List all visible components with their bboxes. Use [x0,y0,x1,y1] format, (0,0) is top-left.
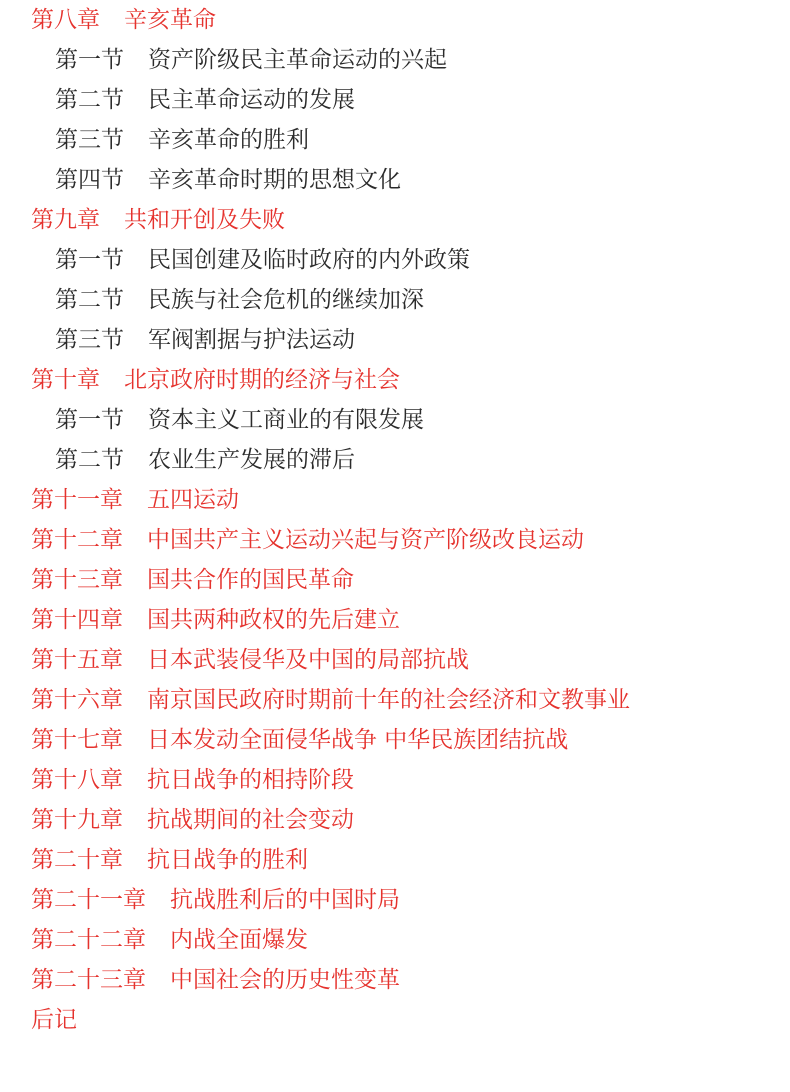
section-number: 第一节 [55,247,124,273]
chapter-title: 抗日战争的胜利 [147,847,308,873]
chapter-number: 第二十三章 [31,967,146,993]
chapter-number: 第十九章 [31,807,123,833]
toc-chapter[interactable] [0,560,790,600]
toc-chapter[interactable] [0,640,790,680]
chapter-title: 国共合作的国民革命 [147,567,354,593]
toc-chapter[interactable] [0,520,790,560]
toc-section[interactable] [0,280,790,320]
chapter-number: 第十章 [31,367,100,393]
section-title: 辛亥革命的胜利 [148,127,309,153]
chapter-title: 南京国民政府时期前十年的社会经济和文教事业 [147,687,630,713]
chapter-title: 中国社会的历史性变革 [170,967,400,993]
toc-section[interactable] [0,440,790,480]
toc-chapter[interactable] [0,880,790,920]
toc-afterword[interactable] [0,1000,790,1040]
chapter-title: 抗战期间的社会变动 [147,807,354,833]
chapter-title: 辛亥革命 [124,7,216,33]
toc-chapter[interactable] [0,840,790,880]
section-title: 资本主义工商业的有限发展 [148,407,424,433]
toc-section[interactable] [0,40,790,80]
chapter-number: 第十一章 [31,487,123,513]
toc-section[interactable] [0,160,790,200]
section-title: 农业生产发展的滞后 [148,447,355,473]
toc-chapter[interactable] [0,0,790,40]
chapter-title: 北京政府时期的经济与社会 [124,367,400,393]
section-number: 第二节 [55,87,124,113]
chapter-number: 第十七章 [31,727,123,753]
toc-chapter[interactable] [0,800,790,840]
toc-chapter[interactable] [0,920,790,960]
chapter-number: 第八章 [31,7,100,33]
section-number: 第一节 [55,47,124,73]
chapter-title: 内战全面爆发 [170,927,308,953]
toc-section[interactable] [0,120,790,160]
toc-chapter[interactable] [0,720,790,760]
chapter-title: 抗战胜利后的中国时局 [170,887,400,913]
chapter-number: 第十六章 [31,687,123,713]
chapter-number: 第十五章 [31,647,123,673]
section-title: 民国创建及临时政府的内外政策 [148,247,470,273]
section-number: 第二节 [55,447,124,473]
chapter-title: 抗日战争的相持阶段 [147,767,354,793]
section-number: 第一节 [55,407,124,433]
section-number: 第三节 [55,327,124,353]
chapter-number: 第十二章 [31,527,123,553]
chapter-number: 第二十章 [31,847,123,873]
chapter-title: 五四运动 [147,487,239,513]
toc-chapter[interactable] [0,960,790,1000]
chapter-number: 第十三章 [31,567,123,593]
chapter-number: 第十四章 [31,607,123,633]
toc-chapter[interactable] [0,200,790,240]
chapter-title: 共和开创及失败 [124,207,285,233]
chapter-number: 第二十二章 [31,927,146,953]
chapter-number: 第九章 [31,207,100,233]
section-number: 第三节 [55,127,124,153]
chapter-number: 第十八章 [31,767,123,793]
section-title: 军阀割据与护法运动 [148,327,355,353]
section-title: 民族与社会危机的继续加深 [148,287,424,313]
toc-chapter[interactable] [0,760,790,800]
section-number: 第二节 [55,287,124,313]
toc-chapter[interactable] [0,600,790,640]
toc-chapter[interactable] [0,360,790,400]
toc-section[interactable] [0,240,790,280]
toc-section[interactable] [0,400,790,440]
chapter-title: 中国共产主义运动兴起与资产阶级改良运动 [147,527,584,553]
toc-chapter[interactable] [0,480,790,520]
toc-section[interactable] [0,320,790,360]
section-title: 辛亥革命时期的思想文化 [148,167,401,193]
chapter-number: 第二十一章 [31,887,146,913]
section-number: 第四节 [55,167,124,193]
chapter-title: 日本发动全面侵华战争 中华民族团结抗战 [147,727,569,753]
chapter-title: 国共两种政权的先后建立 [147,607,400,633]
toc-chapter[interactable] [0,680,790,720]
chapter-title: 日本武装侵华及中国的局部抗战 [147,647,469,673]
section-title: 资产阶级民主革命运动的兴起 [148,47,447,73]
toc-section[interactable] [0,80,790,120]
afterword-label: 后记 [31,1007,77,1033]
section-title: 民主革命运动的发展 [148,87,355,113]
